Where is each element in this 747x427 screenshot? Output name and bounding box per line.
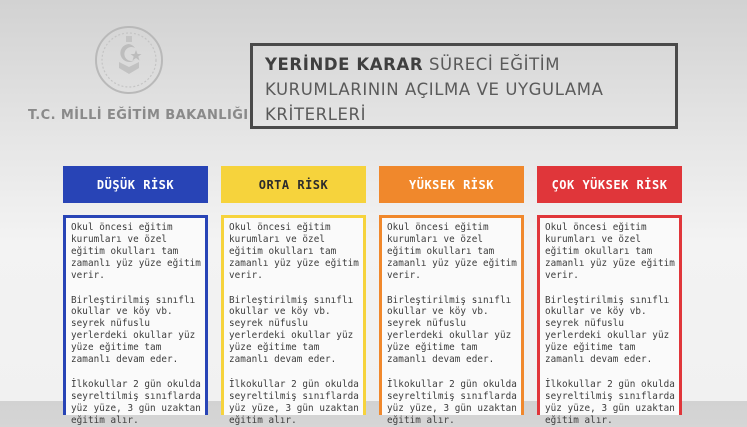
paragraph-preschool: Okul öncesi eğitim kurumları ve özel eğitim okulları tam zamanlı yüz yüze eğitim verir. [71,222,201,281]
paragraph-combined-classes: Birleştirilmiş sınıflı okullar ve köy vb. seyrek nüfuslu yerlerdeki okullar yüz yüze eğitime tam zamanlı devam eder. [71,294,196,366]
page-title [250,43,678,129]
title-line-3: KRİTERLERİ [265,105,367,124]
paragraph-primary-schools: İlkokullar 2 gün okulda seyreltilmiş sınıflarda yüz yüze, 3 gün uzaktan eğitim alır. [545,378,675,426]
paragraph-preschool: Okul öncesi eğitim kurumları ve özel eğitim okulları tam zamanlı yüz yüze eğitim verir. [387,222,517,281]
column-medium-risk [221,166,366,426]
low-risk-card [63,215,208,426]
high-risk-header: YÜKSEK RİSK [379,166,524,203]
paragraph-primary-schools: İlkokullar 2 gün okulda seyreltilmiş sınıflarda yüz yüze, 3 gün uzaktan eğitim alır. [387,378,517,426]
title-line-1-rest: SÜRECİ EĞİTİM [423,55,561,74]
paragraph-primary-schools: İlkokullar 2 gün okulda seyreltilmiş sınıflarda yüz yüze, 3 gün uzaktan eğitim alır. [71,378,201,426]
high-risk-card [379,215,524,426]
very-high-risk-header: ÇOK YÜKSEK RİSK [537,166,682,203]
very-high-risk-card [537,215,682,426]
title-line-2: KURUMLARININ AÇILMA VE UYGULAMA [265,80,604,99]
paragraph-preschool: Okul öncesi eğitim kurumları ve özel eğitim okulları tam zamanlı yüz yüze eğitim verir. [545,222,675,281]
paragraph-combined-classes: Birleştirilmiş sınıflı okullar ve köy vb. seyrek nüfuslu yerlerdeki okullar yüz yüze eğitime tam zamanlı devam eder. [229,294,354,366]
paragraph-preschool: Okul öncesi eğitim kurumları ve özel eğitim okulları tam zamanlı yüz yüze eğitim verir. [229,222,359,281]
column-high-risk [379,166,524,426]
title-bold: YERİNDE KARAR [265,55,424,74]
ministry-name: T.C. MİLLİ EĞİTİM BAKANLIĞI [28,108,249,123]
title-line-1 [265,52,665,77]
paragraph-combined-classes: Birleştirilmiş sınıflı okullar ve köy vb. seyrek nüfuslu yerlerdeki okullar yüz yüze eğitime tam zamanlı devam eder. [545,294,670,366]
paragraph-primary-schools: İlkokullar 2 gün okulda seyreltilmiş sınıflarda yüz yüze, 3 gün uzaktan eğitim alır. [229,378,359,426]
meb-emblem-logo [93,24,165,96]
column-very-high-risk [537,166,682,426]
medium-risk-card [221,215,366,426]
column-low-risk [63,166,208,426]
paragraph-combined-classes: Birleştirilmiş sınıflı okullar ve köy vb. seyrek nüfuslu yerlerdeki okullar yüz yüze eğitime tam zamanlı devam eder. [387,294,512,366]
low-risk-header: DÜŞÜK RİSK [63,166,208,203]
medium-risk-header: ORTA RİSK [221,166,366,203]
